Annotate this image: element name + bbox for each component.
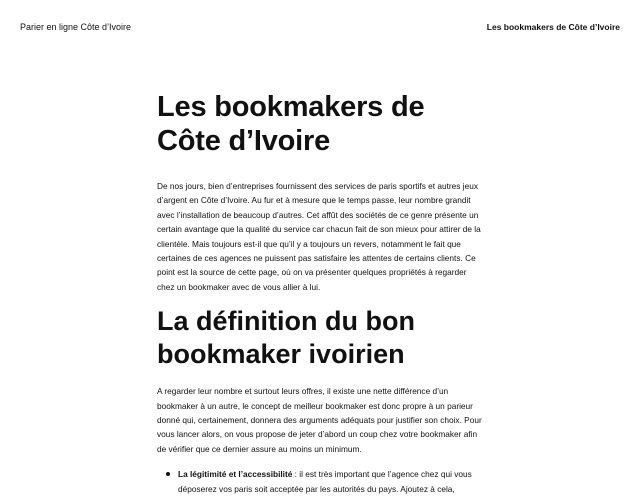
bullet-icon xyxy=(166,472,170,476)
section-heading: La définition du bon bookmaker ivoirien xyxy=(157,306,415,369)
criteria-list xyxy=(157,467,483,496)
definition-paragraph: A regarder leur nombre et surtout leurs offres, il existe une nette différence d’un bookmaker à un autre, le concept de meilleur bookmaker est donc propre à un parieur donné qui, certainement, donnera des arguments adéquats pour justifier son choix. Pour vous lancer alors, on vous propose de jeter d’abord un coup chez votre bookmaker afin de vérifier que ce dernier assure au moins un minimum. xyxy=(157,386,482,454)
intro-paragraph: De nos jours, bien d’entreprises fournissent des services de paris sportifs et autres jeux d’argent en Côte d’Ivoire. Au fur et à mesure que le temps passe, leur nombre grandit avec l’installation de beaucoup d’autres. Cet affût des sociétés de ce genre présente un certain avantage que la qualité du service car chacun fait de son mieux pour attirer de la clientèle. Mais toujours est-il que qu’il y a toujours un revers, notamment le fait que certaines de ces agences ne puissent pas satisfaire les attentes de certains clients. Ce point est la source de cette page, où on va présenter quelques propriétés à regarder chez un bookmaker avec de vous allier à lui. xyxy=(157,181,481,292)
list-item-text: : il est très important que l’agence chez qui vous déposerez vos paris soit acceptée par les autorités du pays. Ajoutez à cela, xyxy=(178,469,472,494)
nav-item-bookmakers[interactable]: Les bookmakers de Côte d’Ivoire xyxy=(486,22,620,32)
article xyxy=(157,90,483,496)
site-title-link[interactable]: Parier en ligne Côte d’Ivoire xyxy=(20,22,132,32)
page-title: Les bookmakers de Côte d’Ivoire xyxy=(157,91,425,157)
site-header xyxy=(0,0,640,56)
list-item-label: La légitimité et l’accessibilité xyxy=(178,469,293,480)
list-item xyxy=(178,467,483,496)
